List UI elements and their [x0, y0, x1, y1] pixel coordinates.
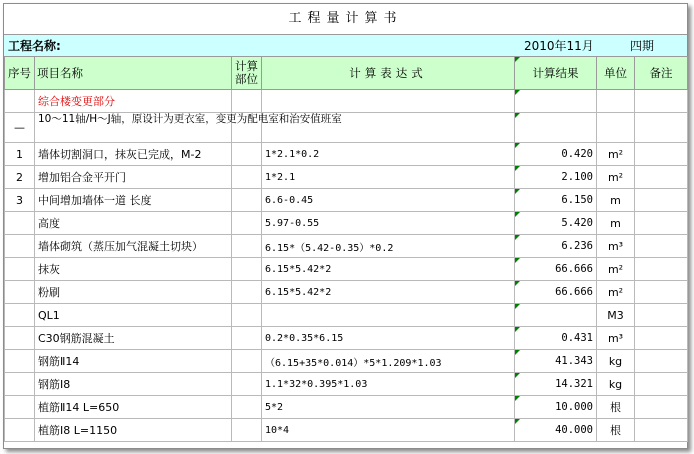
cell-note[interactable]: [635, 235, 688, 258]
col-header-note[interactable]: 备注: [635, 57, 688, 90]
table-row: [5, 373, 688, 396]
cell-no[interactable]: [5, 350, 35, 373]
cell-result[interactable]: 66.666: [515, 281, 597, 304]
col-header-part-text: 计算部位: [235, 59, 258, 86]
cell-part[interactable]: [232, 350, 262, 373]
cell-expr[interactable]: 10*4: [262, 419, 515, 442]
cell-indicator-icon: [515, 90, 520, 95]
cell-expr[interactable]: 6.15*5.42*2: [262, 281, 515, 304]
cell-indicator-icon: [515, 189, 520, 194]
cell-unit[interactable]: kg: [597, 373, 635, 396]
cell-note[interactable]: [635, 396, 688, 419]
cell-part[interactable]: [232, 304, 262, 327]
table-row: [5, 113, 688, 143]
project-info-bar: [4, 34, 687, 57]
cell-unit[interactable]: 根: [597, 419, 635, 442]
cell-result[interactable]: [515, 304, 597, 327]
cell-result[interactable]: 2.100: [515, 166, 597, 189]
cell-unit[interactable]: [597, 90, 635, 113]
cell-unit[interactable]: 根: [597, 396, 635, 419]
cell-unit[interactable]: m³: [597, 327, 635, 350]
cell-note[interactable]: [635, 327, 688, 350]
cell-name[interactable]: 钢筋Ⅰ8: [35, 373, 232, 396]
cell-note[interactable]: [635, 304, 688, 327]
cell-result[interactable]: 14.321: [515, 373, 597, 396]
cell-name[interactable]: 10～11轴/H～J轴，原设计为更衣室，变更为配电室和治安值班室: [35, 113, 232, 143]
cell-no[interactable]: [5, 281, 35, 304]
cell-no[interactable]: [5, 396, 35, 419]
table-row: [5, 258, 688, 281]
cell-result[interactable]: 6.236: [515, 235, 597, 258]
cell-no[interactable]: 1: [5, 143, 35, 166]
cell-result[interactable]: [515, 113, 597, 143]
table-row: [5, 235, 688, 258]
table-row: [5, 396, 688, 419]
cell-note[interactable]: [635, 258, 688, 281]
cell-expr[interactable]: [262, 113, 515, 143]
cell-part[interactable]: [232, 258, 262, 281]
cell-note[interactable]: [635, 90, 688, 113]
col-header-name[interactable]: 项目名称: [35, 57, 232, 90]
cell-name[interactable]: C30钢筋混凝土: [35, 327, 232, 350]
col-header-unit[interactable]: 单位: [597, 57, 635, 90]
cell-indicator-icon: [515, 373, 520, 378]
cell-no[interactable]: [5, 212, 35, 235]
project-name-label: 工程名称:: [8, 39, 61, 53]
cell-result[interactable]: 0.431: [515, 327, 597, 350]
table-row: [5, 166, 688, 189]
cell-part[interactable]: [232, 113, 262, 143]
cell-note[interactable]: [635, 419, 688, 442]
table-row: [5, 419, 688, 442]
cell-part[interactable]: [232, 396, 262, 419]
col-header-result[interactable]: 计算结果: [515, 57, 597, 90]
cell-expr[interactable]: 0.2*0.35*6.15: [262, 327, 515, 350]
cell-indicator-icon: [515, 235, 520, 240]
cell-unit[interactable]: m²: [597, 143, 635, 166]
cell-expr[interactable]: 5*2: [262, 396, 515, 419]
cell-name[interactable]: 中间增加墙体一道 长度: [35, 189, 232, 212]
cell-part[interactable]: [232, 281, 262, 304]
cell-part[interactable]: [232, 373, 262, 396]
cell-name[interactable]: 植筋Ⅰ8 L=1150: [35, 419, 232, 442]
cell-name[interactable]: 墙体切割洞口，抹灰已完成，M-2: [35, 143, 232, 166]
cell-indicator-icon: [515, 281, 520, 286]
table-row: [5, 304, 688, 327]
cell-note[interactable]: [635, 113, 688, 143]
cell-note[interactable]: [635, 212, 688, 235]
cell-expr[interactable]: 6.15*5.42*2: [262, 258, 515, 281]
table-row: [5, 90, 688, 113]
cell-expr[interactable]: 6.6-0.45: [262, 189, 515, 212]
cell-indicator-icon: [515, 350, 520, 355]
cell-note[interactable]: [635, 189, 688, 212]
cell-indicator-icon: [515, 304, 520, 309]
cell-unit[interactable]: m: [597, 189, 635, 212]
cell-name[interactable]: QL1: [35, 304, 232, 327]
cell-expr[interactable]: 1*2.1: [262, 166, 515, 189]
table-row: [5, 143, 688, 166]
period-date[interactable]: 2010年11月: [524, 39, 594, 53]
cell-part[interactable]: [232, 143, 262, 166]
cell-expr[interactable]: （6.15+35*0.014）*5*1.209*1.03: [262, 350, 515, 373]
cell-name[interactable]: 粉刷: [35, 281, 232, 304]
cell-indicator-icon: [515, 212, 520, 217]
cell-name[interactable]: 植筋Ⅱ14 L=650: [35, 396, 232, 419]
period-phase[interactable]: 四期: [630, 39, 655, 53]
cell-expr[interactable]: 5.97-0.55: [262, 212, 515, 235]
cell-part[interactable]: [232, 235, 262, 258]
cell-part[interactable]: [232, 212, 262, 235]
sheet-title: 工程量计算书: [288, 11, 403, 26]
cell-part[interactable]: [232, 90, 262, 113]
cell-part[interactable]: [232, 419, 262, 442]
table-row: [5, 189, 688, 212]
cell-no[interactable]: —: [5, 113, 35, 143]
table-row: [5, 350, 688, 373]
cell-result[interactable]: 66.666: [515, 258, 597, 281]
cell-name[interactable]: 综合楼变更部分: [35, 90, 232, 113]
cell-unit[interactable]: m³: [597, 235, 635, 258]
cell-name[interactable]: 钢筋Ⅱ14: [35, 350, 232, 373]
cell-no[interactable]: [5, 90, 35, 113]
cell-result[interactable]: 10.000: [515, 396, 597, 419]
cell-unit[interactable]: M3: [597, 304, 635, 327]
cell-result[interactable]: 6.150: [515, 189, 597, 212]
cell-expr[interactable]: 1.1*32*0.395*1.03: [262, 373, 515, 396]
cell-unit[interactable]: m: [597, 212, 635, 235]
cell-no[interactable]: 3: [5, 189, 35, 212]
cell-no[interactable]: [5, 235, 35, 258]
cell-note[interactable]: [635, 166, 688, 189]
table-row: [5, 281, 688, 304]
cell-indicator-icon: [515, 419, 520, 424]
cell-expr[interactable]: [262, 90, 515, 113]
cell-indicator-icon: [515, 113, 520, 118]
cell-indicator-icon: [515, 258, 520, 263]
cell-note[interactable]: [635, 373, 688, 396]
cell-unit[interactable]: [597, 113, 635, 143]
cell-part[interactable]: [232, 327, 262, 350]
cell-expr[interactable]: 6.15*（5.42-0.35）*0.2: [262, 235, 515, 258]
cell-name[interactable]: 抹灰: [35, 258, 232, 281]
col-header-part[interactable]: [232, 57, 262, 90]
cell-expr[interactable]: [262, 304, 515, 327]
cell-name[interactable]: 高度: [35, 212, 232, 235]
cell-note[interactable]: [635, 281, 688, 304]
spreadsheet-frame: [3, 3, 688, 449]
cell-unit[interactable]: m²: [597, 258, 635, 281]
col-header-expr[interactable]: 计算表达式: [262, 57, 515, 90]
cell-result[interactable]: 40.000: [515, 419, 597, 442]
cell-no[interactable]: [5, 373, 35, 396]
cell-unit[interactable]: m²: [597, 166, 635, 189]
cell-note[interactable]: [635, 350, 688, 373]
cell-result[interactable]: [515, 90, 597, 113]
cell-indicator-icon: [515, 57, 520, 62]
cell-result[interactable]: 0.420: [515, 143, 597, 166]
cell-no[interactable]: [5, 327, 35, 350]
cell-name[interactable]: 增加铝合金平开门: [35, 166, 232, 189]
cell-indicator-icon: [515, 166, 520, 171]
cell-unit[interactable]: kg: [597, 350, 635, 373]
cell-note[interactable]: [635, 143, 688, 166]
cell-part[interactable]: [232, 189, 262, 212]
cell-no[interactable]: [5, 258, 35, 281]
cell-result[interactable]: 5.420: [515, 212, 597, 235]
cell-no[interactable]: [5, 304, 35, 327]
cell-indicator-icon: [515, 143, 520, 148]
cell-indicator-icon: [515, 396, 520, 401]
col-header-no[interactable]: 序号: [5, 57, 35, 90]
cell-expr[interactable]: 1*2.1*0.2: [262, 143, 515, 166]
table-row: [5, 327, 688, 350]
calculation-table: [4, 56, 688, 442]
header-row: [5, 57, 688, 90]
cell-unit[interactable]: m²: [597, 281, 635, 304]
cell-no[interactable]: 2: [5, 166, 35, 189]
cell-result[interactable]: 41.343: [515, 350, 597, 373]
table-row: [5, 212, 688, 235]
cell-part[interactable]: [232, 166, 262, 189]
cell-no[interactable]: [5, 419, 35, 442]
cell-indicator-icon: [515, 327, 520, 332]
cell-name[interactable]: 墙体砌筑（蒸压加气混凝土切块）: [35, 235, 232, 258]
